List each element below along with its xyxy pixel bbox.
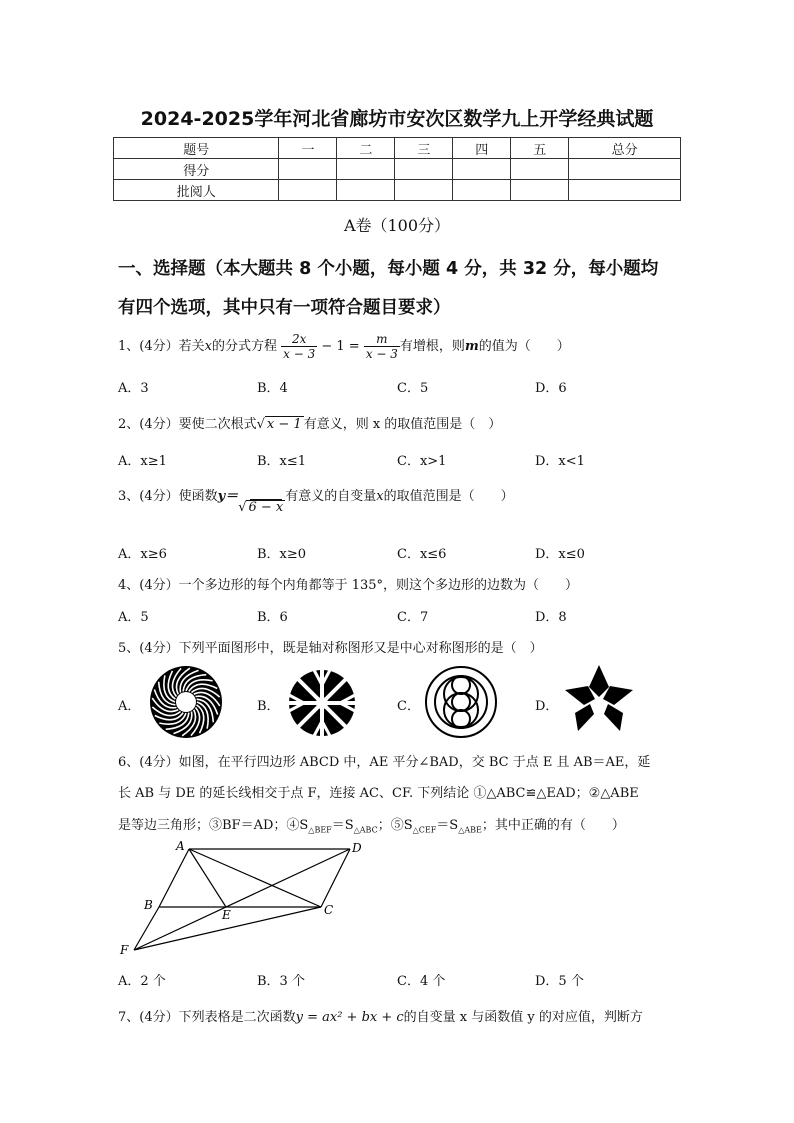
point-label: B <box>144 898 153 912</box>
option[interactable]: D．6 <box>535 381 567 396</box>
question-4: 4、(4分）一个多边形的每个内角都等于 135°，则这个多边形的边数为（ ） <box>118 578 579 593</box>
exam-title: 2024-2025学年河北省廊坊市安次区数学九上开学经典试题 <box>140 108 654 130</box>
option[interactable]: C．4 个 <box>397 974 446 989</box>
score-header: 总分 <box>569 138 681 159</box>
option[interactable]: B．x≥0 <box>257 547 307 562</box>
option[interactable]: C．5 <box>397 381 429 396</box>
option[interactable]: D． <box>535 699 559 714</box>
question-1: 1、(4分）若关x的分式方程 $\frac{2x}{x - 3}$ − 1 = $\frac{m}{x - 3}$ 有增根，则m的值为（ ） <box>118 332 570 361</box>
question-6-cont: 是等边三角形；③BF＝AD；$④S_{\triangle BEF}=S_{\triangle ABC}$；$⑤S_{\triangle CEF}=S_{\triangle ABE}$；其中正确的有（ ） <box>118 818 625 835</box>
question-3: 3、(4分）使函数y＝ √ 6 − x 有意义的自变量x的取值范围是（ ） <box>118 485 514 515</box>
option[interactable]: D．5 个 <box>535 974 584 989</box>
reviewer-row <box>114 180 681 201</box>
option[interactable]: B．x≤1 <box>257 454 307 469</box>
option[interactable]: A．3 <box>118 381 149 396</box>
question-6: 6、(4分）如图，在平行四边形 ABCD 中，AE 平分∠BAD，交 BC 于点 E 且 AB＝AE，延 <box>118 755 651 770</box>
option[interactable]: B． <box>257 699 280 714</box>
option[interactable]: A．x≥1 <box>118 454 167 469</box>
score-header: 二 <box>337 138 395 159</box>
option[interactable]: A． <box>118 699 141 714</box>
volume-heading: A卷（100分） <box>343 216 451 235</box>
score-table <box>113 137 681 201</box>
option[interactable]: B．3 个 <box>257 974 305 989</box>
option[interactable]: A．5 <box>118 610 149 625</box>
section-heading-cont: 有四个选项，其中只有一项符合题目要求） <box>118 298 451 318</box>
question-2: 2、(4分）要使二次根式√ x − 1 有意义，则 x 的取值范围是（ ） <box>118 417 502 432</box>
option[interactable]: C．x≤6 <box>397 547 447 562</box>
score-header: 五 <box>511 138 569 159</box>
question-5: 5、(4分）下列平面图形中，既是轴对称图形又是中心对称图形的是（ ） <box>118 641 543 656</box>
fraction: $\frac{m}{x - 3}$ <box>365 332 398 361</box>
parallelogram-figure <box>116 838 376 958</box>
score-header: 四 <box>453 138 511 159</box>
point-label: C <box>324 903 334 917</box>
score-header: 三 <box>395 138 453 159</box>
point-label: F <box>120 943 129 957</box>
snowflake-figure <box>287 668 357 738</box>
fraction: $\frac{2x}{x - 3}$ <box>283 332 316 361</box>
option[interactable]: A．x≥6 <box>118 547 167 562</box>
spiral-disc-figure <box>148 664 224 740</box>
point-label: D <box>352 841 362 855</box>
score-row-label: 得分 <box>114 159 279 180</box>
option[interactable]: C．7 <box>397 610 429 625</box>
circles-figure <box>424 665 498 739</box>
option[interactable]: D．x≤0 <box>535 547 585 562</box>
score-header: 一 <box>279 138 337 159</box>
option[interactable]: D．x<1 <box>535 454 585 469</box>
option[interactable]: C．x>1 <box>397 454 447 469</box>
point-label: E <box>222 908 231 922</box>
section-heading: 一、选择题（本大题共 8 个小题，每小题 4 分，共 32 分，每小题均 <box>118 259 659 279</box>
score-header: 题号 <box>114 138 279 159</box>
option[interactable]: D．8 <box>535 610 567 625</box>
question-6-cont: 长 AB 与 DE 的延长线相交于点 F，连接 AC、CF. 下列结论 ①△ABC≌△EAD；②△ABE <box>118 786 639 801</box>
option[interactable]: B．6 <box>257 610 288 625</box>
score-row <box>114 159 681 180</box>
point-label: A <box>176 839 185 853</box>
score-table-header-row <box>114 138 681 159</box>
option[interactable]: A．2 个 <box>118 974 166 989</box>
option[interactable]: C． <box>397 699 420 714</box>
score-row-label: 批阅人 <box>114 180 279 201</box>
question-7: 7、(4分）下列表格是二次函数y = ax² + bx + c的自变量 x 与函数值 y 的对应值，判断方 <box>118 1010 643 1025</box>
pentagon-star-figure <box>561 663 637 739</box>
option[interactable]: B．4 <box>257 381 288 396</box>
